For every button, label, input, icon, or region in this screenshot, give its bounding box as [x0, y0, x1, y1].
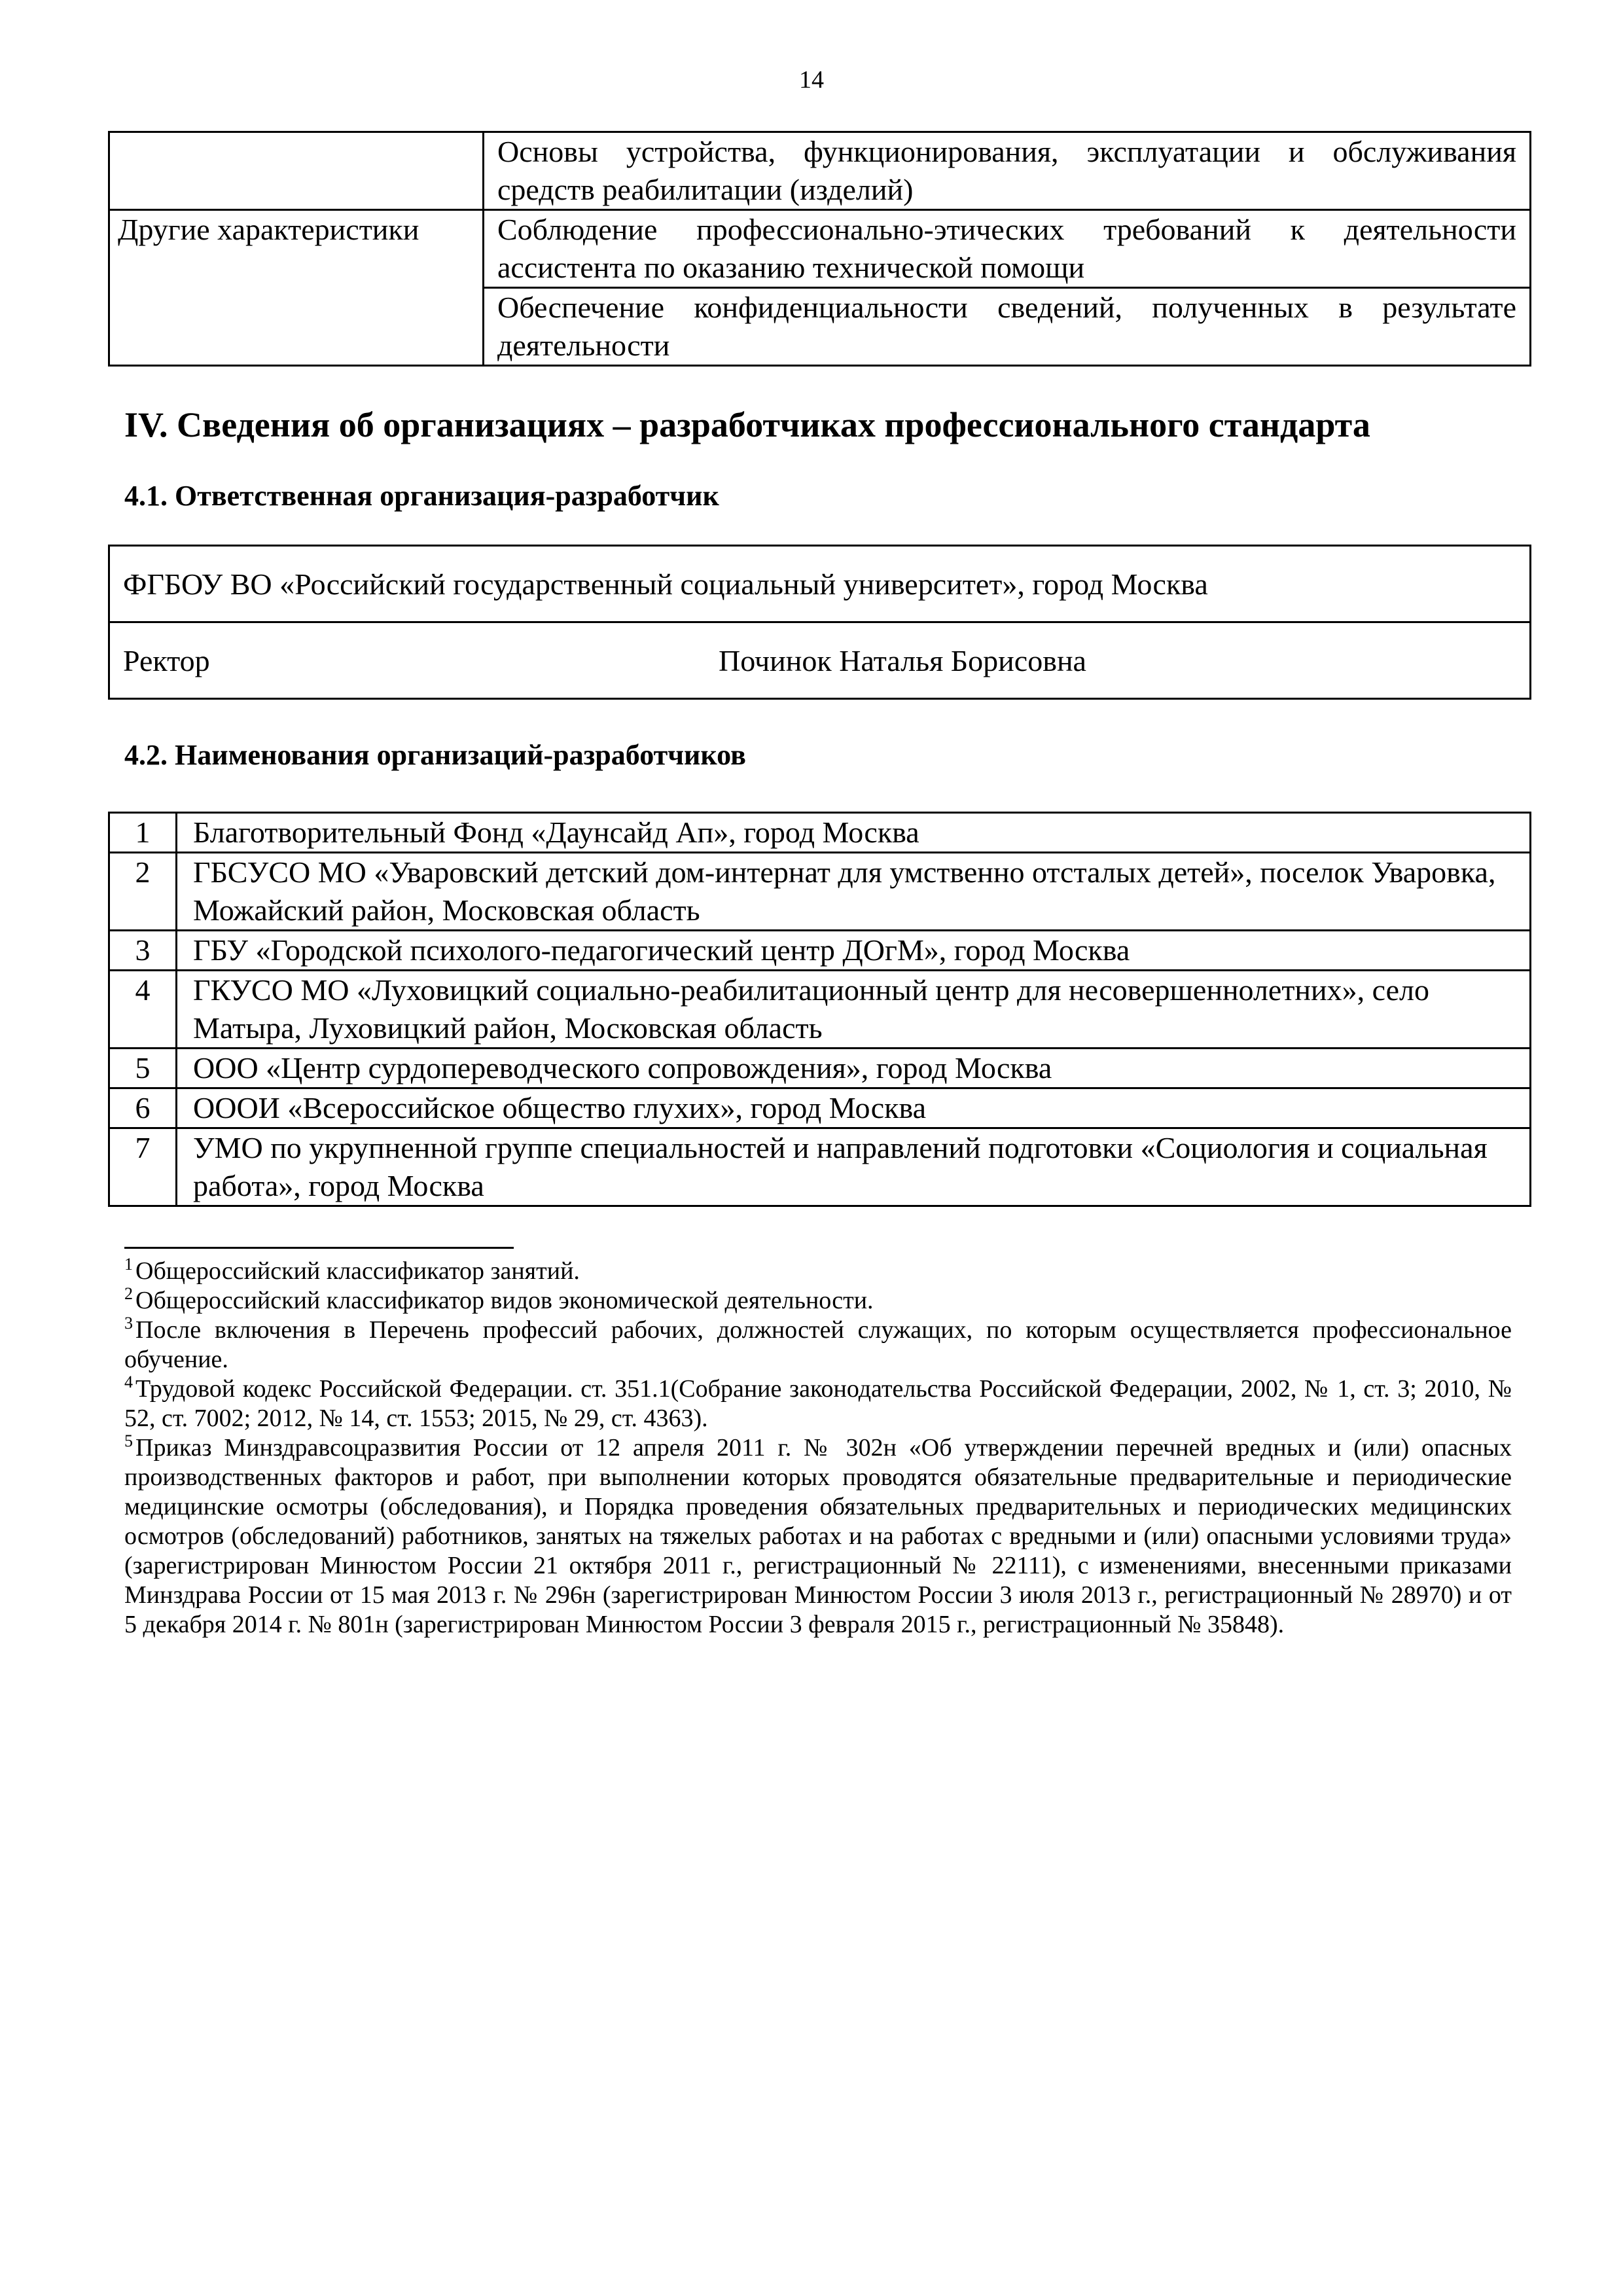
head-position: Ректор [123, 643, 210, 677]
organization-name: ООО «Центр сурдопереводческого сопровождения», город Москва [177, 1049, 1531, 1088]
footnote-text: Трудовой кодекс Российской Федерации. ст. 351.1(Собрание законодательства Российской Федерации, 2002, № 1, ст. 3; 2010, № 52, ст. 7002; 2012, № 14, ст. 1553; 2015, № 29, ст. 4363). [124, 1375, 1512, 1432]
row-number: 7 [109, 1128, 177, 1206]
head-row [123, 643, 1516, 678]
organization-name: ФГБОУ ВО «Российский государственный социальный университет», город Москва [109, 546, 1531, 622]
characteristics-table [108, 131, 1531, 367]
footnote-3 [124, 1316, 1512, 1374]
footnote-text: Приказ Минздравсоцразвития России от 12 апреля 2011 г. № 302н «Об утверждении перечней вредных и (или) опасных производственных факторов и работ, при выполнении которых проводятся обязательные предварительные и периодические медицинские осмотры (обследования), и Порядка проведения обязательных предварительных и периодических медицинских осмотров (обследований) работников, занятых на тяжелых работах и на работах с вредными и (или) опасными условиями труда» (зарегистрирован Минюстом России 21 октября 2011 г., регистрационный № 22111), с изменениями, внесенными приказами Минздрава России от 15 мая 2013 г. № 296н (зарегистрирован Минюстом России 3 июля 2013 г., регистрационный № 28970) и от 5 декабря 2014 г. № 801н (зарегистрирован Минюстом России 3 февраля 2015 г., регистрационный № 35848). [124, 1434, 1512, 1638]
organization-name: ГКУСО МО «Луховицкий социально-реабилитационный центр для несовершеннолетних», село Матыра, Луховицкий район, Московская область [177, 971, 1531, 1049]
table-row [109, 546, 1531, 622]
subsection-title-4-1: 4.1. Ответственная организация-разработчик [124, 480, 719, 512]
head-cell [109, 622, 1531, 699]
table-cell: Основы устройства, функционирования, эксплуатации и обслуживания средств реабилитации (изделий) [484, 132, 1531, 210]
responsible-organization-table [108, 545, 1531, 700]
developer-organizations-table [108, 812, 1531, 1207]
table-row [109, 853, 1531, 931]
table-row [109, 813, 1531, 853]
footnote-mark: 4 [124, 1372, 133, 1392]
table-row [109, 1088, 1531, 1128]
table-row [109, 1128, 1531, 1206]
table-cell-empty [109, 132, 484, 210]
footnote-1 [124, 1257, 1512, 1286]
page-number: 14 [799, 66, 824, 94]
footnote-text: Общероссийский классификатор занятий. [135, 1257, 580, 1285]
row-number: 3 [109, 931, 177, 971]
footnote-mark: 2 [124, 1284, 133, 1304]
section-title: IV. Сведения об организациях – разработчиках профессионального стандарта [124, 405, 1370, 444]
footnotes [124, 1257, 1512, 1640]
table-row [109, 132, 1531, 210]
footnote-separator [124, 1247, 514, 1249]
row-number: 5 [109, 1049, 177, 1088]
table-cell: Обеспечение конфиденциальности сведений, полученных в результате деятельности [484, 288, 1531, 366]
organization-name: ОООИ «Всероссийское общество глухих», город Москва [177, 1088, 1531, 1128]
row-number: 6 [109, 1088, 177, 1128]
row-label [109, 210, 484, 366]
footnote-mark: 1 [124, 1255, 133, 1274]
row-number: 4 [109, 971, 177, 1049]
organization-name: Благотворительный Фонд «Даунсайд Ап», город Москва [177, 813, 1531, 853]
footnote-mark: 3 [124, 1314, 133, 1333]
footnote-4 [124, 1374, 1512, 1433]
row-label-text: Другие характеристики [118, 213, 419, 246]
footnote-mark: 5 [124, 1431, 133, 1451]
table-row [109, 1049, 1531, 1088]
table-row [109, 210, 1531, 288]
subsection-title-4-2: 4.2. Наименования организаций-разработчиков [124, 739, 746, 771]
footnote-text: Общероссийский классификатор видов экономической деятельности. [135, 1287, 874, 1314]
footnote-text: После включения в Перечень профессий рабочих, должностей служащих, по которым осуществляется профессиональное обучение. [124, 1316, 1512, 1373]
footnote-2 [124, 1286, 1512, 1316]
footnote-5 [124, 1433, 1512, 1640]
table-cell: Соблюдение профессионально-этических требований к деятельности ассистента по оказанию технической помощи [484, 210, 1531, 288]
table-row [109, 931, 1531, 971]
organization-name: УМО по укрупненной группе специальностей и направлений подготовки «Социология и социальная работа», город Москва [177, 1128, 1531, 1206]
organization-name: ГБУ «Городской психолого-педагогический центр ДОгМ», город Москва [177, 931, 1531, 971]
table-row [109, 622, 1531, 699]
row-number: 2 [109, 853, 177, 931]
organization-name: ГБСУСО МО «Уваровский детский дом-интернат для умственно отсталых детей», поселок Уваровка, Можайский район, Московская область [177, 853, 1531, 931]
row-number: 1 [109, 813, 177, 853]
head-name: Починок Наталья Борисовна [719, 643, 1086, 677]
table-row [109, 971, 1531, 1049]
